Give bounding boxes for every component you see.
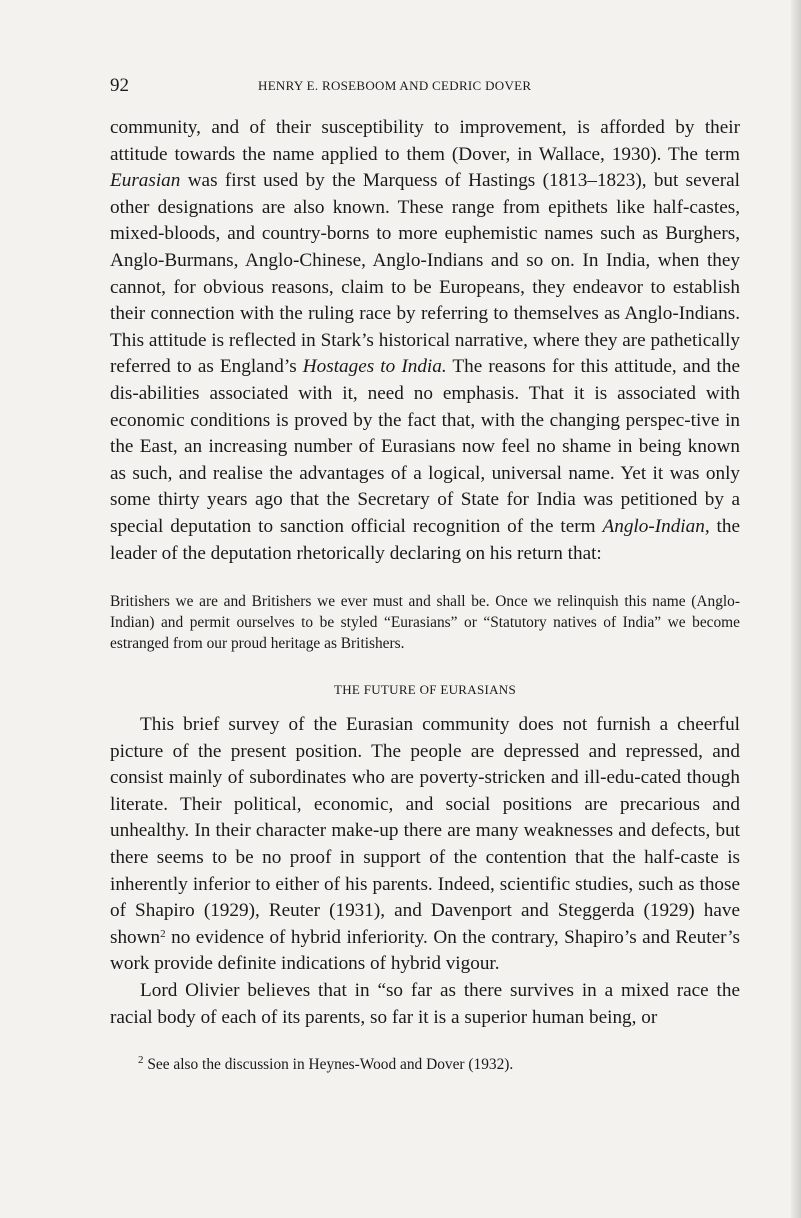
paragraph: Lord Olivier believes that in “so far as there survives in a mixed race the racial body of each of its parents, so far it is a superior human being, or bbox=[110, 979, 740, 1028]
paragraph bbox=[110, 712, 740, 978]
page-header bbox=[110, 75, 750, 99]
text-run: community, and of their susceptibility to improvement, is afforded by their attitude towards the name applied to them (Dover, in Wallace, 1930). The term bbox=[110, 117, 740, 165]
text-run: no evidence of hybrid inferiority. On the contrary, Shapiro’s and Reuter’s work provide definite indications of hybrid vigour. bbox=[110, 926, 740, 975]
text-run: was first used by the Marquess of Hastings (1813–1823), but several other designations are also known. These range from epithets like half-castes, mixed-bloods, and country-borns to more euphemistic names such as Burghers, Anglo-Burmans, Anglo-Chinese, Anglo-Indians and so on. In India, when they cannot, for obvious reasons, claim to be Europeans, they endeavor to establish their connection with the ruling race by referring to themselves as Anglo-Indians. This attitude is reflected in Stark’s historical narrative, where they are pathetically referred to as England’s bbox=[110, 170, 740, 378]
page-edge-shadow bbox=[791, 0, 801, 1218]
text-run: This brief survey of the Eurasian community does not furnish a cheerful picture of the present position. The people are depressed and repressed, and consist mainly of subordinates who are poverty-stricken and ill-edu-cated though literate. Their political, economic, and social positions are precarious and unhealthy. In their character make-up there are many weaknesses and defects, but there seems to be no proof in support of the contention that the half-caste is inherently inferior to either of his parents. Indeed, scientific studies, such as those of Shapiro (1929), Reuter (1931), and Davenport and Steggerda (1929) have shown bbox=[110, 714, 740, 948]
paragraph bbox=[110, 115, 740, 567]
section-text bbox=[110, 712, 740, 1031]
footnote bbox=[138, 1055, 738, 1075]
block-quote: Britishers we are and Britishers we ever must and shall be. Once we relinquish this name (Anglo-Indian) and permit ourselves to be styled “Eurasians” or “Statutory natives of India” we become estranged from our proud heritage as Britishers. bbox=[110, 593, 740, 652]
body-text bbox=[110, 115, 740, 567]
footnote-marker: 2 bbox=[138, 1054, 144, 1066]
page-number: 92 bbox=[110, 75, 129, 96]
italic-term: Eurasian bbox=[110, 170, 181, 192]
italic-title: Hostages to India. bbox=[302, 356, 447, 378]
text-run: The reasons for this attitude, and the dis-abilities associated with it, need no emphasis. That it is associated with economic conditions is proved by the fact that, with the changing perspec-tive in the East, an increasing number of Eurasians now feel no shame in being known as such, and realise the advantages of a logical, universal name. Yet it was only some thirty years ago that the Secretary of State for India was petitioned by a special deputation to sanction official recognition of the term bbox=[110, 356, 740, 537]
italic-term: Anglo-Indian, bbox=[602, 515, 710, 537]
section-heading: THE FUTURE OF EURASIANS bbox=[333, 682, 517, 697]
footnote-reference: 2 bbox=[160, 927, 166, 940]
text-run: the leader of the deputation rhetorically declaring on his return that: bbox=[110, 515, 740, 564]
running-head: HENRY E. ROSEBOOM AND CEDRIC DOVER bbox=[258, 78, 532, 93]
footnote-text: See also the discussion in Heynes-Wood and Dover (1932). bbox=[143, 1056, 514, 1073]
